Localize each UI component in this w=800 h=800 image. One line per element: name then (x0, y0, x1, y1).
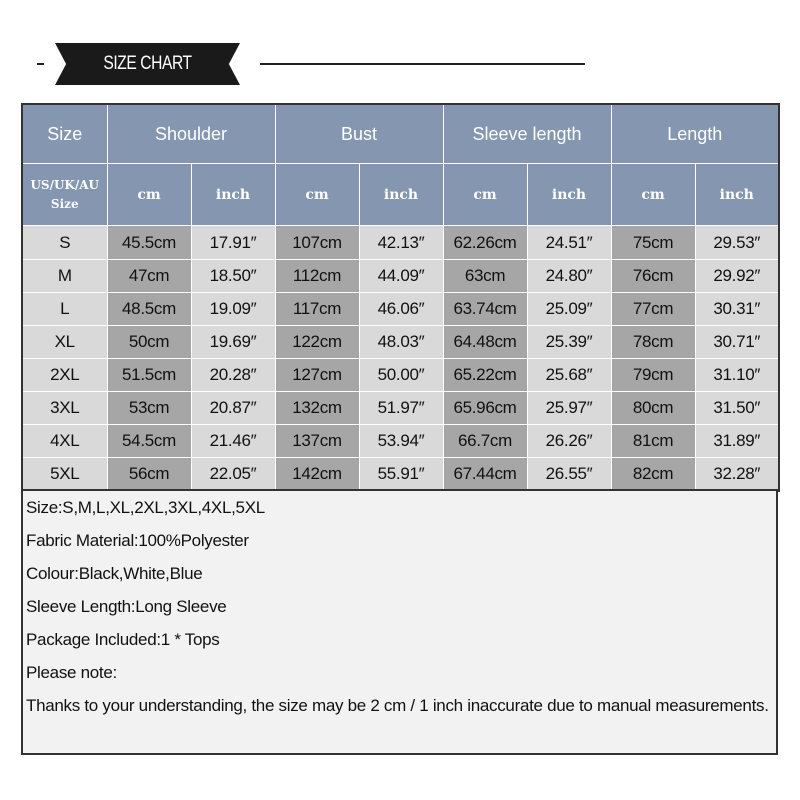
unit-inch: inch (191, 164, 275, 226)
shoulder-inch-cell: 18.50″ (191, 260, 275, 293)
shoulder-inch-cell: 20.87″ (191, 392, 275, 425)
size-cell: S (22, 226, 107, 260)
note-colour: Colour:Black,White,Blue (26, 564, 203, 583)
bust-cm-cell: 107cm (275, 226, 359, 260)
sleeve-inch-cell: 26.26″ (527, 425, 611, 458)
size-cell: XL (22, 326, 107, 359)
table-row (22, 458, 779, 492)
table-body (22, 226, 779, 492)
note-sizes: Size:S,M,L,XL,2XL,3XL,4XL,5XL (26, 498, 265, 517)
header-region-size (22, 164, 107, 226)
region-label: US/UK/AU (30, 177, 100, 192)
shoulder-cm-cell: 53cm (107, 392, 191, 425)
sleeve-cm-cell: 63.74cm (443, 293, 527, 326)
title-banner (0, 0, 800, 100)
shoulder-cm-cell: 48.5cm (107, 293, 191, 326)
shoulder-inch-cell: 19.69″ (191, 326, 275, 359)
length-cm-cell: 79cm (611, 359, 695, 392)
length-inch-cell: 29.53″ (695, 226, 779, 260)
length-cm-cell: 76cm (611, 260, 695, 293)
bust-cm-cell: 112cm (275, 260, 359, 293)
note-sleeve-length: Sleeve Length:Long Sleeve (26, 597, 227, 616)
bust-inch-cell: 42.13″ (359, 226, 443, 260)
sleeve-cm-cell: 63cm (443, 260, 527, 293)
sleeve-inch-cell: 24.51″ (527, 226, 611, 260)
size-cell: 5XL (22, 458, 107, 492)
note-package: Package Included:1 * Tops (26, 630, 220, 649)
note-fabric: Fabric Material:100%Polyester (26, 531, 249, 550)
shoulder-cm-cell: 51.5cm (107, 359, 191, 392)
bust-cm-cell: 142cm (275, 458, 359, 492)
size-cell: M (22, 260, 107, 293)
length-cm-cell: 80cm (611, 392, 695, 425)
shoulder-cm-cell: 56cm (107, 458, 191, 492)
size-cell: L (22, 293, 107, 326)
length-inch-cell: 31.10″ (695, 359, 779, 392)
bust-cm-cell: 117cm (275, 293, 359, 326)
shoulder-cm-cell: 47cm (107, 260, 191, 293)
table-row (22, 425, 779, 458)
size-cell: 3XL (22, 392, 107, 425)
length-inch-cell: 30.71″ (695, 326, 779, 359)
unit-cm: cm (275, 164, 359, 226)
sleeve-cm-cell: 64.48cm (443, 326, 527, 359)
length-inch-cell: 32.28″ (695, 458, 779, 492)
length-inch-cell: 31.89″ (695, 425, 779, 458)
length-inch-cell: 31.50″ (695, 392, 779, 425)
bust-cm-cell: 137cm (275, 425, 359, 458)
product-notes (21, 489, 778, 755)
table-row (22, 226, 779, 260)
region-size-label: Size (50, 196, 79, 211)
sleeve-inch-cell: 25.97″ (527, 392, 611, 425)
shoulder-inch-cell: 17.91″ (191, 226, 275, 260)
sleeve-inch-cell: 25.39″ (527, 326, 611, 359)
unit-cm: cm (611, 164, 695, 226)
unit-inch: inch (527, 164, 611, 226)
header-shoulder: Shoulder (107, 104, 275, 164)
length-inch-cell: 29.92″ (695, 260, 779, 293)
table-row (22, 359, 779, 392)
sleeve-cm-cell: 67.44cm (443, 458, 527, 492)
shoulder-inch-cell: 21.46″ (191, 425, 275, 458)
bust-inch-cell: 48.03″ (359, 326, 443, 359)
header-bust: Bust (275, 104, 443, 164)
length-cm-cell: 77cm (611, 293, 695, 326)
table-row (22, 392, 779, 425)
sleeve-inch-cell: 25.09″ (527, 293, 611, 326)
bust-inch-cell: 50.00″ (359, 359, 443, 392)
unit-inch: inch (695, 164, 779, 226)
title-dash (37, 63, 44, 65)
header-size: Size (22, 104, 107, 164)
sleeve-inch-cell: 26.55″ (527, 458, 611, 492)
header-sleeve-length: Sleeve length (443, 104, 611, 164)
sleeve-inch-cell: 24.80″ (527, 260, 611, 293)
note-disclaimer: Thanks to your understanding, the size may be 2 cm / 1 inch inaccurate due to manual measurements. (26, 696, 769, 715)
header-length: Length (611, 104, 779, 164)
table-header (22, 104, 779, 226)
bust-inch-cell: 55.91″ (359, 458, 443, 492)
sleeve-cm-cell: 62.26cm (443, 226, 527, 260)
sleeve-cm-cell: 65.96cm (443, 392, 527, 425)
size-cell: 4XL (22, 425, 107, 458)
shoulder-cm-cell: 54.5cm (107, 425, 191, 458)
bust-inch-cell: 46.06″ (359, 293, 443, 326)
bust-inch-cell: 53.94″ (359, 425, 443, 458)
length-cm-cell: 81cm (611, 425, 695, 458)
shoulder-inch-cell: 19.09″ (191, 293, 275, 326)
bust-inch-cell: 44.09″ (359, 260, 443, 293)
size-table (21, 103, 780, 492)
bust-inch-cell: 51.97″ (359, 392, 443, 425)
bust-cm-cell: 132cm (275, 392, 359, 425)
size-chart-title: SIZE CHART (103, 53, 192, 74)
length-cm-cell: 75cm (611, 226, 695, 260)
shoulder-inch-cell: 22.05″ (191, 458, 275, 492)
sleeve-inch-cell: 25.68″ (527, 359, 611, 392)
note-please-note: Please note: (26, 663, 117, 682)
bust-cm-cell: 122cm (275, 326, 359, 359)
sleeve-cm-cell: 65.22cm (443, 359, 527, 392)
length-inch-cell: 30.31″ (695, 293, 779, 326)
length-cm-cell: 78cm (611, 326, 695, 359)
size-cell: 2XL (22, 359, 107, 392)
table-row (22, 293, 779, 326)
table-row (22, 326, 779, 359)
title-rule (260, 63, 585, 65)
shoulder-cm-cell: 50cm (107, 326, 191, 359)
table-row (22, 260, 779, 293)
shoulder-inch-cell: 20.28″ (191, 359, 275, 392)
sleeve-cm-cell: 66.7cm (443, 425, 527, 458)
length-cm-cell: 82cm (611, 458, 695, 492)
bust-cm-cell: 127cm (275, 359, 359, 392)
header-row-groups (22, 104, 779, 164)
header-row-units (22, 164, 779, 226)
shoulder-cm-cell: 45.5cm (107, 226, 191, 260)
unit-inch: inch (359, 164, 443, 226)
unit-cm: cm (107, 164, 191, 226)
unit-cm: cm (443, 164, 527, 226)
